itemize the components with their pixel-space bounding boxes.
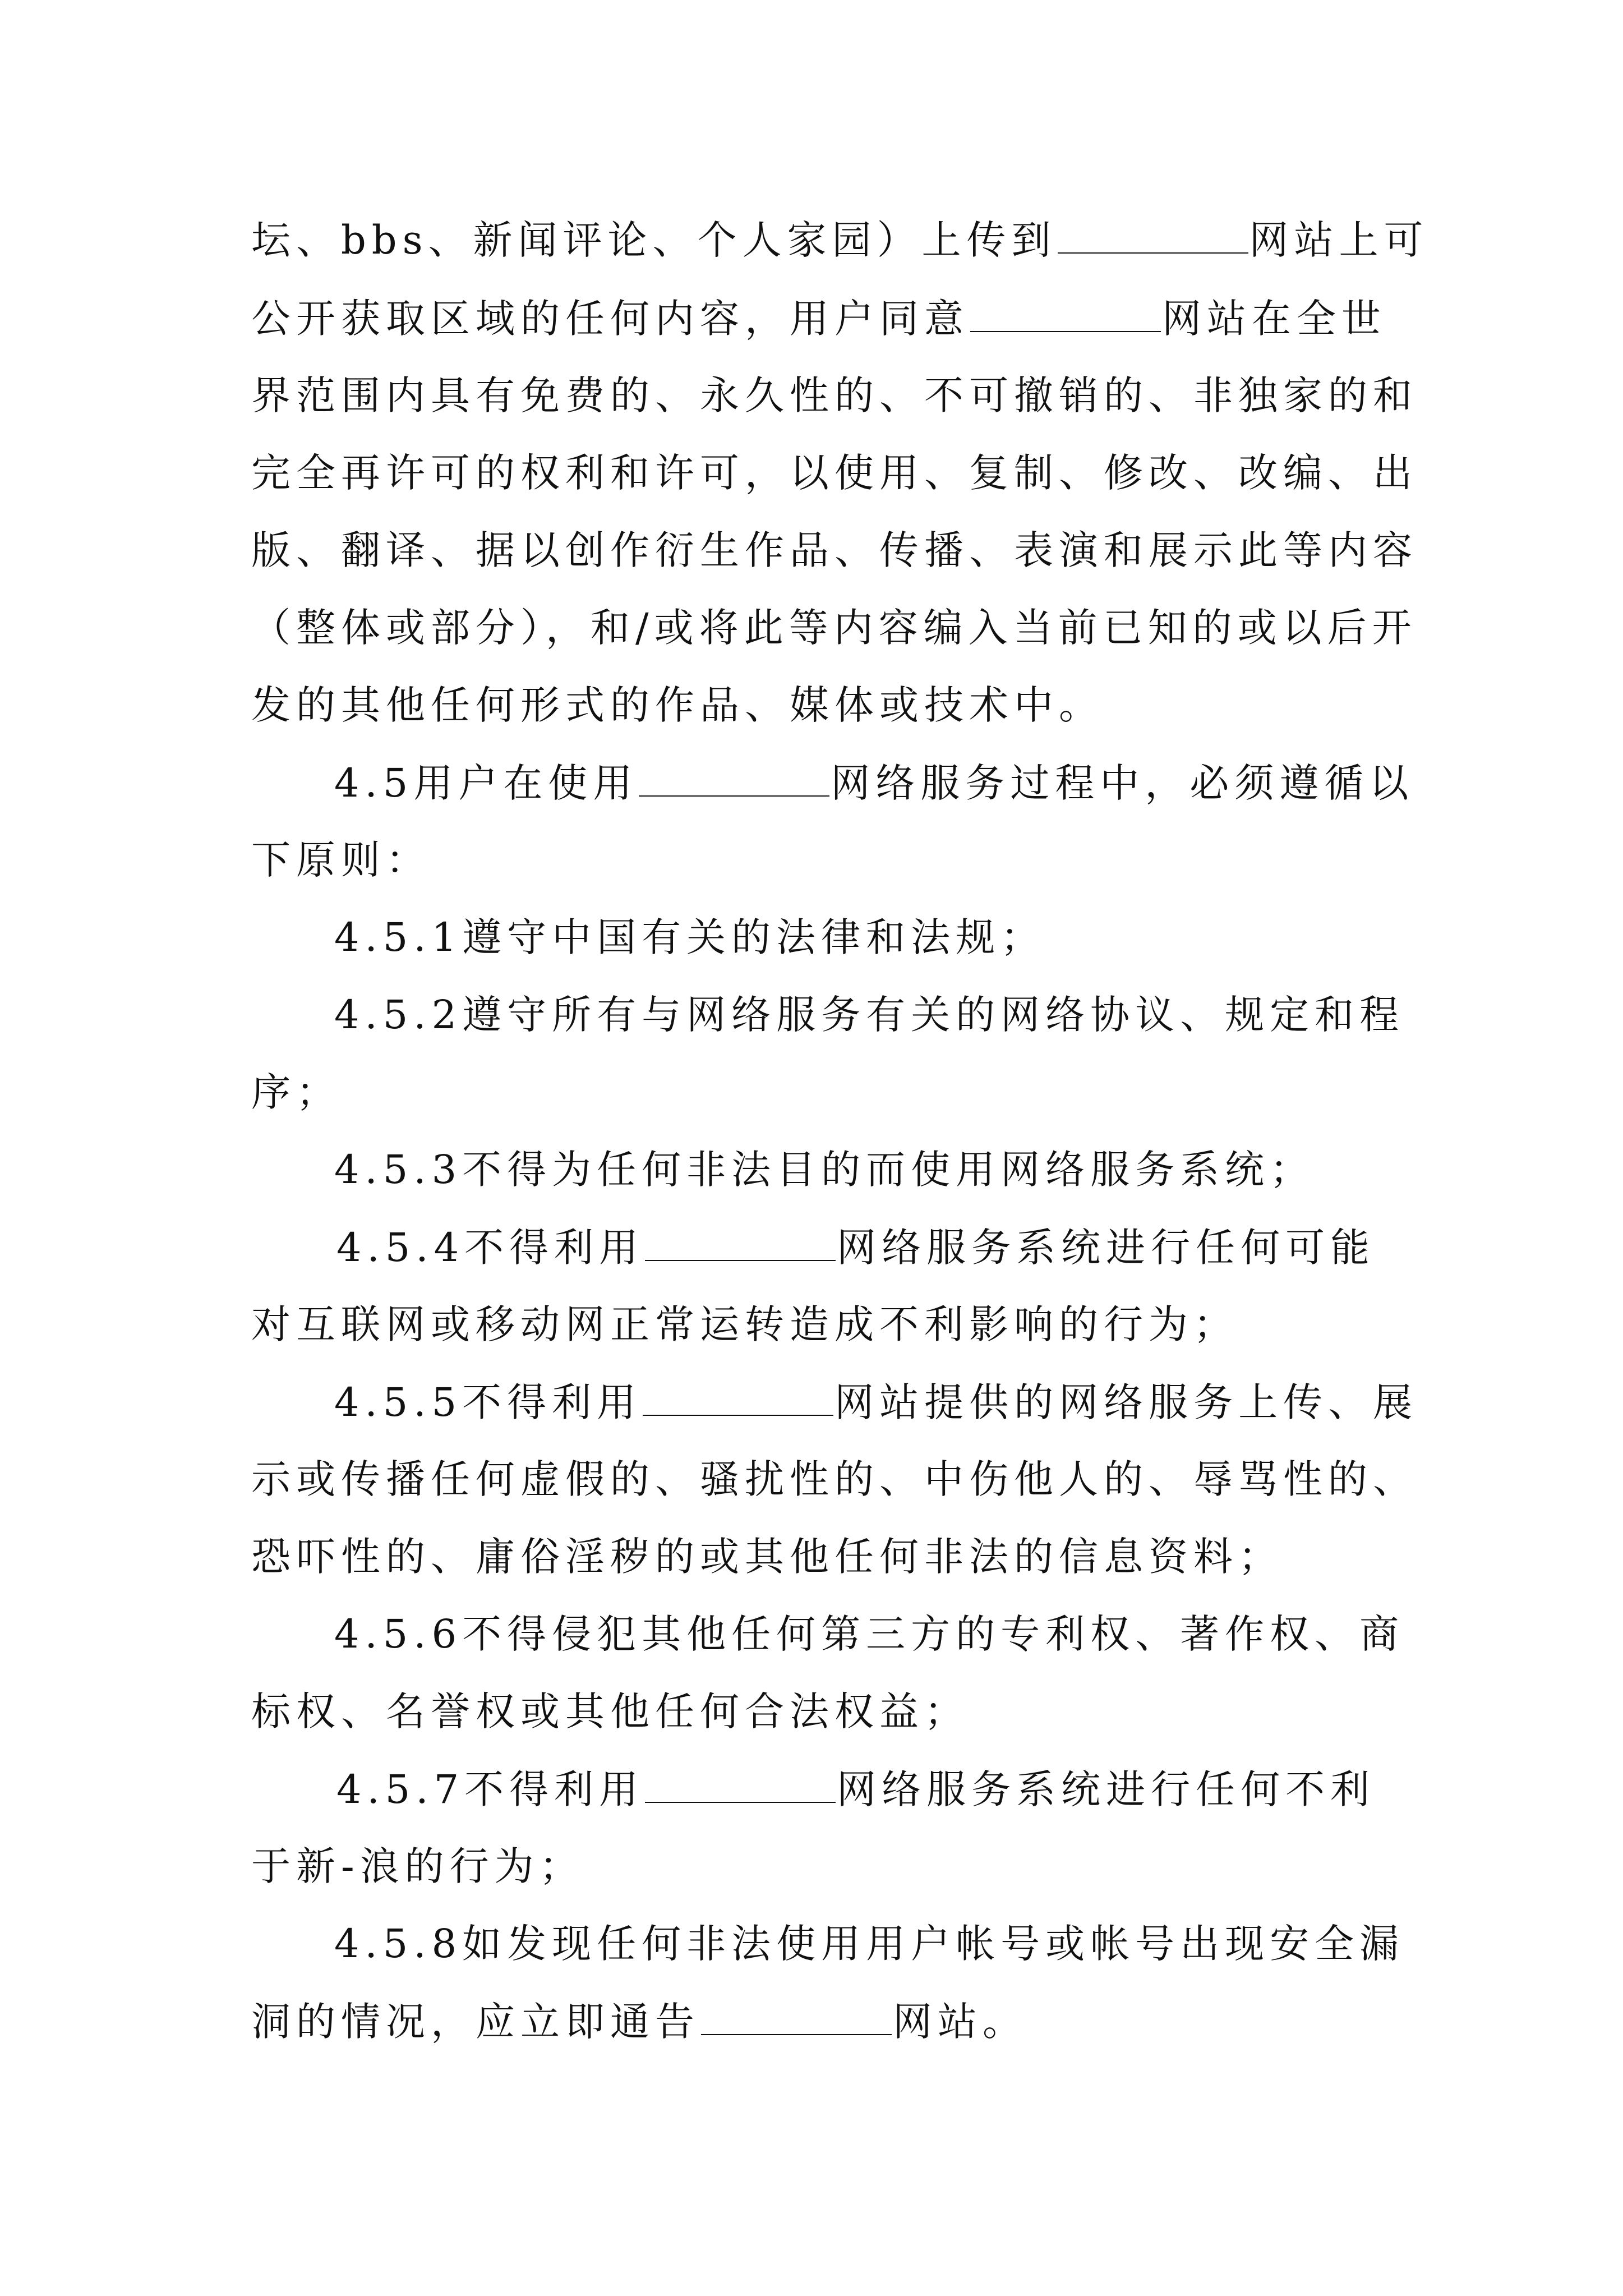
text-segment: 对互联网或移动网正常运转造成不利影响的行为； <box>251 1301 1238 1347</box>
fill-in-blank <box>701 2001 892 2035</box>
text-segment: 网络服务系统进行任何可能 <box>837 1225 1376 1271</box>
text-line <box>334 914 1046 960</box>
text-segment: 4.5.5不得利用 <box>334 1379 642 1425</box>
text-segment: 标权、名誉权或其他任何合法权益； <box>251 1688 969 1734</box>
text-segment: 网站在全世 <box>1162 296 1386 342</box>
text-segment: 下原则： <box>251 837 431 883</box>
text-segment: 版、翻译、据以创作衍生作品、传播、表演和展示此等内容 <box>251 527 1418 573</box>
text-line <box>334 760 1414 806</box>
fill-in-blank <box>970 298 1161 332</box>
text-line <box>251 450 1418 496</box>
text-line <box>251 372 1418 418</box>
text-segment: 4.5.3不得为任何非法目的而使用网络服务系统； <box>334 1147 1315 1193</box>
text-segment: 网站上可 <box>1249 217 1429 263</box>
fill-in-blank <box>645 1227 836 1261</box>
text-line <box>336 1766 1376 1812</box>
text-line <box>251 837 431 883</box>
text-segment: 4.5.2遵守所有与网络服务有关的网络协议、规定和程 <box>334 992 1405 1038</box>
fill-in-blank <box>643 1382 833 1416</box>
text-line <box>334 1921 1405 1967</box>
text-line <box>251 1999 1027 2045</box>
text-segment: 恐吓性的、庸俗淫秽的或其他任何非法的信息资料； <box>251 1534 1283 1580</box>
text-line <box>251 1843 584 1889</box>
text-segment: 序； <box>251 1069 341 1115</box>
text-segment: 示或传播任何虚假的、骚扰性的、中伤他人的、辱骂性的、 <box>251 1456 1418 1502</box>
text-segment: 4.5.6不得侵犯其他任何第三方的专利权、著作权、商 <box>334 1611 1405 1657</box>
text-segment: 完全再许可的权利和许可，以使用、复制、修改、改编、出 <box>251 450 1418 496</box>
text-line <box>334 1611 1405 1657</box>
text-line <box>251 682 1104 728</box>
text-segment: （整体或部分），和/或将此等内容编入当前已知的或以后开 <box>251 605 1417 651</box>
text-segment: 网络服务系统进行任何不利 <box>837 1766 1376 1812</box>
text-segment: 4.5.1遵守中国有关的法律和法规； <box>334 914 1046 960</box>
text-line <box>334 1379 1418 1425</box>
text-line <box>251 527 1418 573</box>
text-segment: 4.5.4不得利用 <box>336 1225 644 1271</box>
text-segment: 网络服务过程中，必须遵循以 <box>831 760 1414 806</box>
text-segment: 界范围内具有免费的、永久性的、不可撤销的、非独家的和 <box>251 372 1418 418</box>
text-line <box>251 1301 1238 1347</box>
text-line <box>251 296 1386 342</box>
text-segment: 4.5.7不得利用 <box>336 1766 644 1812</box>
text-segment: 于新-浪的行为； <box>251 1843 584 1889</box>
text-line <box>334 992 1405 1038</box>
text-line <box>251 1456 1418 1502</box>
text-segment: 4.5用户在使用 <box>334 760 638 806</box>
fill-in-blank <box>1058 220 1248 254</box>
text-segment: 发的其他任何形式的作品、媒体或技术中。 <box>251 682 1104 728</box>
text-segment: 公开获取区域的任何内容，用户同意 <box>251 296 969 342</box>
text-line <box>251 1069 341 1115</box>
text-segment: 坛、bbs、新闻评论、个人家园）上传到 <box>251 217 1057 263</box>
text-line <box>336 1225 1376 1271</box>
text-line <box>251 1688 969 1734</box>
text-line <box>251 217 1429 263</box>
text-line <box>251 1534 1283 1580</box>
text-segment: 网站。 <box>893 1999 1027 2045</box>
text-segment: 洞的情况，应立即通告 <box>251 1999 700 2045</box>
text-line <box>334 1147 1315 1193</box>
fill-in-blank <box>639 763 829 797</box>
text-segment: 4.5.8如发现任何非法使用用户帐号或帐号出现安全漏 <box>334 1921 1405 1967</box>
text-line <box>251 605 1417 651</box>
fill-in-blank <box>645 1769 836 1803</box>
text-segment: 网站提供的网络服务上传、展 <box>834 1379 1418 1425</box>
